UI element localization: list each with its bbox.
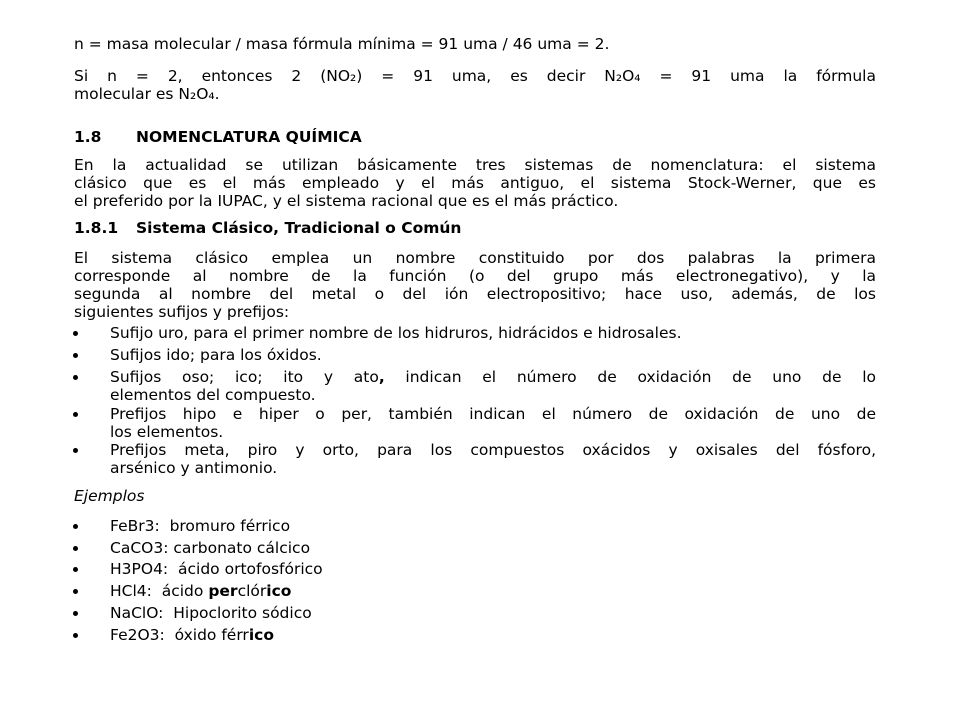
- section-heading-1-8: [74, 128, 362, 146]
- list-item-text: Prefijos meta, piro y orto, para los compuestos oxácidos y oxisales del fósforo,: [110, 441, 876, 459]
- paragraph-line: En la actualidad se utilizan básicamente tres sistemas de nomenclatura: el sistema: [74, 156, 876, 174]
- section-number: 1.8: [74, 128, 102, 146]
- paragraph-line: corresponde al nombre de la función (o del grupo más electronegativo), y la: [74, 267, 876, 285]
- example-formula: H3PO4:: [110, 560, 169, 578]
- example-name-part: óxido férr: [174, 626, 249, 644]
- list-item-text: [110, 368, 876, 386]
- paragraph-classic-system-intro: [74, 249, 876, 321]
- list-item-text: elementos del compuesto.: [110, 386, 316, 404]
- list-item-text-part: Sufijos oso; ico; ito y ato: [110, 368, 379, 386]
- example-formula: FeBr3:: [110, 517, 160, 535]
- paragraph-line: clásico que es el más empleado y el más antiguo, el sistema Stock-Werner, que es: [74, 174, 876, 192]
- paragraph-molecular-mass: [74, 35, 876, 53]
- example-formula: HCl4:: [110, 582, 152, 600]
- example-name: Hipoclorito sódico: [173, 604, 312, 622]
- example-formula: NaClO:: [110, 604, 164, 622]
- example-formula: CaCO3:: [110, 539, 169, 557]
- paragraph-line: molecular es N₂O₄.: [74, 85, 220, 103]
- paragraph-line: n = masa molecular / masa fórmula mínima = 91 uma / 46 uma = 2.: [74, 35, 610, 53]
- paragraph-line: Si n = 2, entonces 2 (NO₂) = 91 uma, es decir N₂O₄ = 91 uma la fórmula: [74, 67, 876, 85]
- section-title: Sistema Clásico, Tradicional o Común: [136, 219, 462, 237]
- list-item-text: arsénico y antimonio.: [110, 459, 278, 477]
- paragraph-nomenclature-intro: [74, 156, 876, 210]
- example-name-bold: ico: [248, 626, 274, 644]
- example-name-part: ácido: [161, 582, 209, 600]
- list-item-text: Sufijos ido; para los óxidos.: [110, 346, 322, 364]
- list-item-text: Prefijos hipo e hiper o per, también indican el número de oxidación de uno de: [110, 405, 876, 423]
- section-number: 1.8.1: [74, 219, 119, 237]
- examples-heading: Ejemplos: [74, 487, 145, 505]
- example-name: bromuro férrico: [169, 517, 291, 535]
- list-item-text: Sufijo uro, para el primer nombre de los hidruros, hidrácidos e hidrosales.: [110, 324, 682, 342]
- example-name: ácido ortofosfórico: [178, 560, 323, 578]
- section-heading-1-8-1: [74, 219, 461, 237]
- example-name-part: clór: [237, 582, 267, 600]
- paragraph-line: siguientes sufijos y prefijos:: [74, 303, 290, 321]
- example-name-bold: per: [208, 582, 238, 600]
- example-name: carbonato cálcico: [173, 539, 311, 557]
- list-item-text-part: indican el número de oxidación de uno de lo: [384, 368, 876, 386]
- list-item-text-bold: ,: [378, 368, 385, 386]
- example-name-bold: ico: [266, 582, 292, 600]
- paragraph-line: segunda al nombre del metal o del ión electropositivo; hace uso, además, de los: [74, 285, 876, 303]
- paragraph-molecular-formula: [74, 67, 876, 103]
- example-formula: Fe2O3:: [110, 626, 165, 644]
- paragraph-line: el preferido por la IUPAC, y el sistema racional que es el más práctico.: [74, 192, 619, 210]
- section-title: NOMENCLATURA QUÍMICA: [136, 128, 362, 146]
- list-item-text: los elementos.: [110, 423, 224, 441]
- paragraph-line: El sistema clásico emplea un nombre constituido por dos palabras la primera: [74, 249, 876, 267]
